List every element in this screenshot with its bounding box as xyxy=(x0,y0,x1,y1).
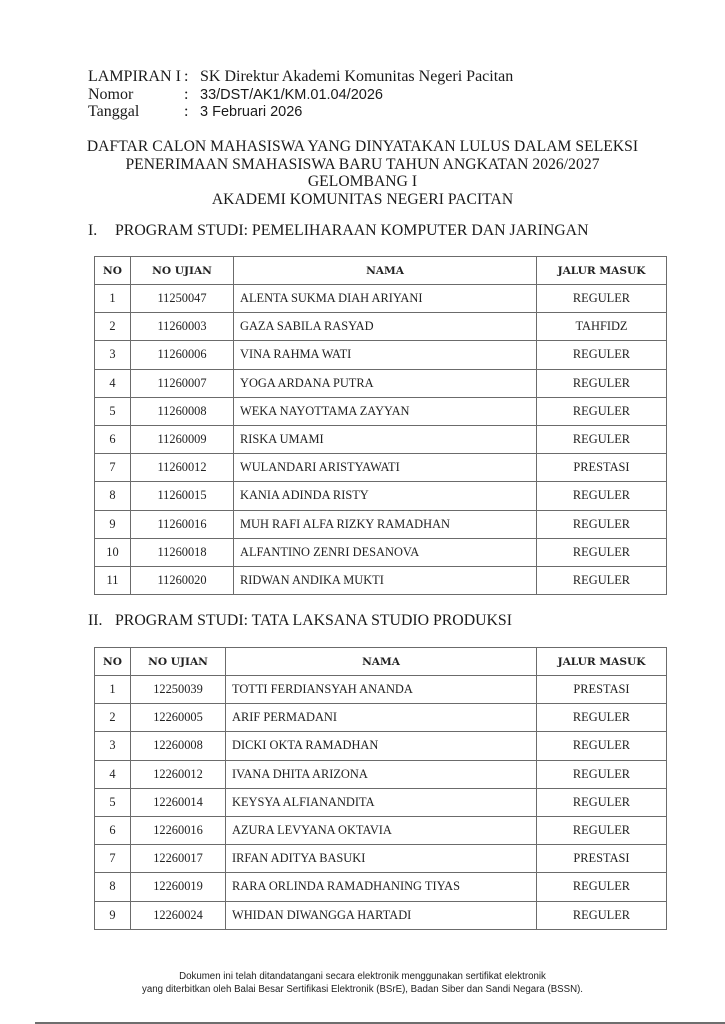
row-no: 9 xyxy=(95,510,131,538)
meta-nomor xyxy=(88,86,513,104)
table-row xyxy=(95,397,667,425)
row-no-ujian: 11260012 xyxy=(131,454,234,482)
table-row xyxy=(95,510,667,538)
table-row xyxy=(95,760,667,788)
table-row xyxy=(95,425,667,453)
row-jalur: REGULER xyxy=(537,341,667,369)
row-no: 2 xyxy=(95,313,131,341)
table-row xyxy=(95,901,667,929)
section-number: II. xyxy=(88,612,103,629)
row-no: 3 xyxy=(95,732,131,760)
row-jalur: REGULER xyxy=(537,873,667,901)
table-row xyxy=(95,732,667,760)
col-header-jalur: JALUR MASUK xyxy=(537,648,667,676)
table-row xyxy=(95,788,667,816)
col-header-no: NO xyxy=(95,257,131,285)
row-no: 3 xyxy=(95,341,131,369)
title-line-2: PENERIMAAN SMAHASISWA BARU TAHUN ANGKATAN 2026/2027 xyxy=(125,155,600,173)
results-table-tlsp xyxy=(94,647,667,930)
row-no-ujian: 12260024 xyxy=(131,901,226,929)
title-line-3: GELOMBANG I xyxy=(307,173,418,190)
colon: : xyxy=(184,68,189,85)
row-nama: RARA ORLINDA RAMADHANING TIYAS xyxy=(226,873,537,901)
row-jalur: PRESTASI xyxy=(537,454,667,482)
meta-lampiran xyxy=(88,68,513,86)
row-no: 9 xyxy=(95,901,131,929)
row-jalur: REGULER xyxy=(537,425,667,453)
row-no: 7 xyxy=(95,845,131,873)
row-no-ujian: 11260015 xyxy=(131,482,234,510)
row-no-ujian: 11260020 xyxy=(131,566,234,594)
row-no-ujian: 11260016 xyxy=(131,510,234,538)
footer-line-1: Dokumen ini telah ditandatangani secara elektronik menggunakan sertifikat elektronik xyxy=(179,971,546,982)
table-row xyxy=(95,369,667,397)
row-nama: IRFAN ADITYA BASUKI xyxy=(226,845,537,873)
row-no-ujian: 11260003 xyxy=(131,313,234,341)
document-meta xyxy=(88,68,513,121)
row-no: 4 xyxy=(95,369,131,397)
row-jalur: REGULER xyxy=(537,760,667,788)
lampiran-label: LAMPIRAN I xyxy=(88,68,181,85)
row-nama: ARIF PERMADANI xyxy=(226,704,537,732)
col-header-no-ujian: NO UJIAN xyxy=(131,257,234,285)
row-jalur: REGULER xyxy=(537,566,667,594)
row-nama: RISKA UMAMI xyxy=(234,425,537,453)
row-nama: MUH RAFI ALFA RIZKY RAMADHAN xyxy=(234,510,537,538)
row-no-ujian: 12260017 xyxy=(131,845,226,873)
row-jalur: REGULER xyxy=(537,901,667,929)
table-row xyxy=(95,285,667,313)
table-row xyxy=(95,676,667,704)
row-nama: WHIDAN DIWANGGA HARTADI xyxy=(226,901,537,929)
section-number: I. xyxy=(88,222,98,239)
table-row xyxy=(95,313,667,341)
meta-tanggal xyxy=(88,103,513,121)
table-header-row xyxy=(95,257,667,285)
table-row xyxy=(95,482,667,510)
tanggal-label: Tanggal xyxy=(88,103,140,120)
row-no-ujian: 12260005 xyxy=(131,704,226,732)
row-jalur: REGULER xyxy=(537,788,667,816)
section-heading-1 xyxy=(88,222,589,240)
row-jalur: REGULER xyxy=(537,510,667,538)
row-no: 7 xyxy=(95,454,131,482)
table-header-row xyxy=(95,648,667,676)
row-jalur: REGULER xyxy=(537,285,667,313)
section-title: PROGRAM STUDI: TATA LAKSANA STUDIO PRODUKSI xyxy=(115,612,512,629)
table-row xyxy=(95,845,667,873)
row-nama: GAZA SABILA RASYAD xyxy=(234,313,537,341)
row-no: 2 xyxy=(95,704,131,732)
row-nama: DICKI OKTA RAMADHAN xyxy=(226,732,537,760)
row-jalur: REGULER xyxy=(537,482,667,510)
row-no-ujian: 11260006 xyxy=(131,341,234,369)
row-nama: TOTTI FERDIANSYAH ANANDA xyxy=(226,676,537,704)
row-jalur: REGULER xyxy=(537,816,667,844)
colon: : xyxy=(184,85,189,103)
row-jalur: REGULER xyxy=(537,397,667,425)
row-nama: ALENTA SUKMA DIAH ARIYANI xyxy=(234,285,537,313)
row-nama: ALFANTINO ZENRI DESANOVA xyxy=(234,538,537,566)
row-no-ujian: 12260019 xyxy=(131,873,226,901)
row-no: 8 xyxy=(95,873,131,901)
row-nama: KANIA ADINDA RISTY xyxy=(234,482,537,510)
table-row xyxy=(95,454,667,482)
table-row xyxy=(95,538,667,566)
tanggal-value: 3 Februari 2026 xyxy=(200,104,303,120)
row-no-ujian: 12250039 xyxy=(131,676,226,704)
section-heading-2 xyxy=(88,612,512,630)
row-nama: YOGA ARDANA PUTRA xyxy=(234,369,537,397)
col-header-no-ujian: NO UJIAN xyxy=(131,648,226,676)
row-no: 11 xyxy=(95,566,131,594)
colon: : xyxy=(184,103,189,120)
row-no-ujian: 12260016 xyxy=(131,816,226,844)
row-no-ujian: 11260007 xyxy=(131,369,234,397)
col-header-jalur: JALUR MASUK xyxy=(537,257,667,285)
row-nama: VINA RAHMA WATI xyxy=(234,341,537,369)
row-no-ujian: 12260008 xyxy=(131,732,226,760)
row-jalur: REGULER xyxy=(537,704,667,732)
row-jalur: TAHFIDZ xyxy=(537,313,667,341)
row-no-ujian: 12260014 xyxy=(131,788,226,816)
title-line-4: AKADEMI KOMUNITAS NEGERI PACITAN xyxy=(211,190,514,208)
col-header-nama: NAMA xyxy=(226,648,537,676)
title-line-1: DAFTAR CALON MAHASISWA YANG DINYATAKAN LULUS DALAM SELEKSI xyxy=(86,138,639,155)
row-jalur: PRESTASI xyxy=(537,676,667,704)
nomor-value: 33/DST/AK1/KM.01.04/2026 xyxy=(200,86,383,103)
row-no: 6 xyxy=(95,425,131,453)
electronic-signature-note xyxy=(0,970,725,996)
section-title: PROGRAM STUDI: PEMELIHARAAN KOMPUTER DAN JARINGAN xyxy=(115,222,589,239)
row-nama: IVANA DHITA ARIZONA xyxy=(226,760,537,788)
table-row xyxy=(95,704,667,732)
row-no-ujian: 11250047 xyxy=(131,285,234,313)
row-no: 5 xyxy=(95,788,131,816)
row-no: 1 xyxy=(95,676,131,704)
row-no: 6 xyxy=(95,816,131,844)
row-jalur: PRESTASI xyxy=(537,845,667,873)
row-nama: WULANDARI ARISTYAWATI xyxy=(234,454,537,482)
row-no-ujian: 11260008 xyxy=(131,397,234,425)
table-row xyxy=(95,873,667,901)
lampiran-value: SK Direktur Akademi Komunitas Negeri Pacitan xyxy=(200,68,514,85)
row-no: 4 xyxy=(95,760,131,788)
row-nama: KEYSYA ALFIANANDITA xyxy=(226,788,537,816)
footer-line-2: yang diterbitkan oleh Balai Besar Sertifikasi Elektronik (BSrE), Badan Siber dan Sandi Negara (BSSN). xyxy=(142,984,583,995)
row-jalur: REGULER xyxy=(537,369,667,397)
row-no-ujian: 12260012 xyxy=(131,760,226,788)
row-no-ujian: 11260018 xyxy=(131,538,234,566)
row-nama: RIDWAN ANDIKA MUKTI xyxy=(234,566,537,594)
row-nama: AZURA LEVYANA OKTAVIA xyxy=(226,816,537,844)
row-no-ujian: 11260009 xyxy=(131,425,234,453)
row-no: 1 xyxy=(95,285,131,313)
results-table-pkj xyxy=(94,256,667,595)
row-no: 5 xyxy=(95,397,131,425)
row-nama: WEKA NAYOTTAMA ZAYYAN xyxy=(234,397,537,425)
document-title xyxy=(0,138,725,208)
table-row xyxy=(95,816,667,844)
col-header-nama: NAMA xyxy=(234,257,537,285)
col-header-no: NO xyxy=(95,648,131,676)
table-row xyxy=(95,341,667,369)
row-no: 8 xyxy=(95,482,131,510)
table-row xyxy=(95,566,667,594)
nomor-label: Nomor xyxy=(88,85,134,103)
row-jalur: REGULER xyxy=(537,732,667,760)
row-jalur: REGULER xyxy=(537,538,667,566)
row-no: 10 xyxy=(95,538,131,566)
